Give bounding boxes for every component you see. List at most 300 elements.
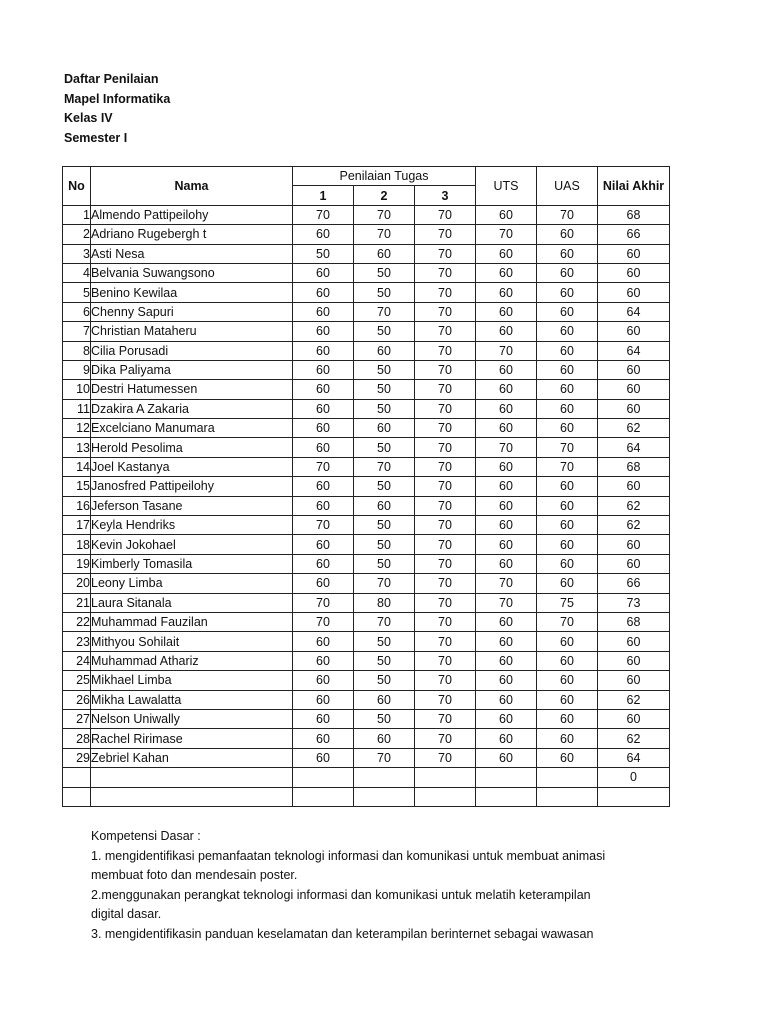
- final-score: 62: [598, 419, 670, 438]
- student-name: Christian Mataheru: [91, 322, 293, 341]
- table-row: [63, 477, 670, 496]
- final-score: 60: [598, 477, 670, 496]
- row-number: 6: [63, 302, 91, 321]
- uts-score: 60: [476, 554, 537, 573]
- uas-score: 60: [537, 477, 598, 496]
- competency-notes: [91, 827, 605, 944]
- student-name: [91, 787, 293, 806]
- row-number: 22: [63, 612, 91, 631]
- task-3-score: 70: [415, 438, 476, 457]
- student-name: Nelson Uniwally: [91, 709, 293, 728]
- task-3-score: 70: [415, 690, 476, 709]
- final-score: 60: [598, 244, 670, 263]
- uts-score: 60: [476, 612, 537, 631]
- task-1-score: 60: [293, 554, 354, 573]
- task-3-score: 70: [415, 341, 476, 360]
- uas-score: 60: [537, 419, 598, 438]
- student-name: Cilia Porusadi: [91, 341, 293, 360]
- uts-score: 70: [476, 341, 537, 360]
- task-3-score: 70: [415, 380, 476, 399]
- task-2-score: 50: [354, 477, 415, 496]
- task-3-score: 70: [415, 535, 476, 554]
- table-row: [63, 729, 670, 748]
- uts-score: 60: [476, 729, 537, 748]
- task-2-score: 70: [354, 612, 415, 631]
- task-2-header: 2: [354, 186, 415, 205]
- task-1-score: 60: [293, 729, 354, 748]
- col-name-header: Nama: [91, 167, 293, 206]
- row-number: 28: [63, 729, 91, 748]
- task-2-score: [354, 768, 415, 787]
- document-header: [64, 70, 170, 148]
- final-score: 60: [598, 535, 670, 554]
- row-number: 16: [63, 496, 91, 515]
- col-final-header: Nilai Akhir: [598, 167, 670, 206]
- uts-score: 60: [476, 380, 537, 399]
- uas-score: 60: [537, 399, 598, 418]
- student-name: Janosfred Pattipeilohy: [91, 477, 293, 496]
- uas-score: 60: [537, 283, 598, 302]
- uts-score: 60: [476, 263, 537, 282]
- uas-score: 70: [537, 438, 598, 457]
- notes-line: 2.menggunakan perangkat teknologi informasi dan komunikasi untuk melatih keterampilan: [91, 887, 591, 902]
- task-3-score: 70: [415, 516, 476, 535]
- uts-score: 70: [476, 593, 537, 612]
- notes-heading: Kompetensi Dasar :: [91, 829, 201, 843]
- task-2-score: 50: [354, 263, 415, 282]
- table-row: [63, 302, 670, 321]
- task-2-score: 70: [354, 574, 415, 593]
- task-1-score: 50: [293, 244, 354, 263]
- row-number: 17: [63, 516, 91, 535]
- task-2-score: 50: [354, 283, 415, 302]
- table-row: [63, 283, 670, 302]
- task-1-score: 60: [293, 477, 354, 496]
- task-2-score: 60: [354, 341, 415, 360]
- table-row: [63, 554, 670, 573]
- student-name: Keyla Hendriks: [91, 516, 293, 535]
- task-3-score: 70: [415, 302, 476, 321]
- task-3-score: 70: [415, 632, 476, 651]
- row-number: 4: [63, 263, 91, 282]
- uas-score: 60: [537, 574, 598, 593]
- table-row: [63, 399, 670, 418]
- task-2-score: 60: [354, 419, 415, 438]
- table-row: [63, 225, 670, 244]
- student-name: Kimberly Tomasila: [91, 554, 293, 573]
- student-name: Mithyou Sohilait: [91, 632, 293, 651]
- row-number: [63, 768, 91, 787]
- notes-line: digital dasar.: [91, 907, 162, 921]
- grades-table: [62, 166, 670, 807]
- task-1-score: 60: [293, 438, 354, 457]
- uas-score: 70: [537, 457, 598, 476]
- row-number: 9: [63, 360, 91, 379]
- student-name: Almendo Pattipeilohy: [91, 205, 293, 224]
- col-uts-header: UTS: [476, 167, 537, 206]
- row-number: 25: [63, 671, 91, 690]
- task-2-score: 50: [354, 438, 415, 457]
- task-1-score: 60: [293, 263, 354, 282]
- uas-score: 60: [537, 554, 598, 573]
- row-number: 3: [63, 244, 91, 263]
- task-2-score: 60: [354, 496, 415, 515]
- final-score: 60: [598, 554, 670, 573]
- table-row: [63, 419, 670, 438]
- uas-score: 60: [537, 244, 598, 263]
- task-3-score: 70: [415, 360, 476, 379]
- uas-score: 60: [537, 341, 598, 360]
- task-1-score: 70: [293, 593, 354, 612]
- task-1-score: 70: [293, 516, 354, 535]
- table-row: [63, 360, 670, 379]
- row-number: 15: [63, 477, 91, 496]
- final-score: 64: [598, 748, 670, 767]
- uas-score: 60: [537, 632, 598, 651]
- uts-score: 60: [476, 360, 537, 379]
- uts-score: 60: [476, 283, 537, 302]
- task-1-score: 60: [293, 225, 354, 244]
- uts-score: 60: [476, 419, 537, 438]
- task-2-score: 50: [354, 360, 415, 379]
- task-3-score: 70: [415, 399, 476, 418]
- uts-score: 60: [476, 457, 537, 476]
- row-number: 20: [63, 574, 91, 593]
- task-3-score: 70: [415, 671, 476, 690]
- semester-label: Semester I: [64, 130, 128, 145]
- table-row: [63, 380, 670, 399]
- task-1-score: 60: [293, 574, 354, 593]
- task-2-score: 70: [354, 225, 415, 244]
- table-row: [63, 593, 670, 612]
- final-score: 60: [598, 283, 670, 302]
- table-row: [63, 574, 670, 593]
- uas-score: 60: [537, 360, 598, 379]
- col-tasks-header: Penilaian Tugas: [293, 167, 476, 186]
- task-3-score: 70: [415, 225, 476, 244]
- uts-score: 60: [476, 322, 537, 341]
- task-3-score: 70: [415, 574, 476, 593]
- student-name: Dika Paliyama: [91, 360, 293, 379]
- table-row: [63, 263, 670, 282]
- uas-score: 60: [537, 671, 598, 690]
- student-name: Kevin Jokohael: [91, 535, 293, 554]
- student-name: Belvania Suwangsono: [91, 263, 293, 282]
- table-row: [63, 632, 670, 651]
- final-score: 64: [598, 341, 670, 360]
- uts-score: 60: [476, 399, 537, 418]
- uas-score: 60: [537, 748, 598, 767]
- student-name: Muhammad Athariz: [91, 651, 293, 670]
- col-no-header: No: [63, 167, 91, 206]
- task-1-score: 60: [293, 709, 354, 728]
- task-1-score: [293, 787, 354, 806]
- table-row: [63, 748, 670, 767]
- final-score: 62: [598, 690, 670, 709]
- uts-score: 60: [476, 671, 537, 690]
- table-row: [63, 496, 670, 515]
- table-row: [63, 709, 670, 728]
- row-number: 5: [63, 283, 91, 302]
- student-name: Chenny Sapuri: [91, 302, 293, 321]
- table-row: [63, 787, 670, 806]
- task-1-score: 60: [293, 360, 354, 379]
- row-number: 10: [63, 380, 91, 399]
- student-name: Excelciano Manumara: [91, 419, 293, 438]
- uts-score: 60: [476, 709, 537, 728]
- task-1-score: 60: [293, 341, 354, 360]
- student-name: Rachel Ririmase: [91, 729, 293, 748]
- task-3-score: 70: [415, 748, 476, 767]
- table-row: [63, 341, 670, 360]
- final-score: 62: [598, 516, 670, 535]
- task-1-score: 70: [293, 205, 354, 224]
- row-number: 19: [63, 554, 91, 573]
- final-score: 60: [598, 651, 670, 670]
- task-3-score: [415, 787, 476, 806]
- uts-score: 70: [476, 574, 537, 593]
- task-2-score: 50: [354, 709, 415, 728]
- table-row: [63, 690, 670, 709]
- task-2-score: 60: [354, 244, 415, 263]
- task-2-score: 50: [354, 380, 415, 399]
- task-1-score: 70: [293, 612, 354, 631]
- row-number: 8: [63, 341, 91, 360]
- task-1-score: 60: [293, 651, 354, 670]
- student-name: Asti Nesa: [91, 244, 293, 263]
- table-row: [63, 671, 670, 690]
- final-score: 60: [598, 380, 670, 399]
- final-score: 60: [598, 399, 670, 418]
- document-title: Daftar Penilaian: [64, 72, 159, 86]
- task-2-score: 70: [354, 748, 415, 767]
- task-1-header: 1: [293, 186, 354, 205]
- task-2-score: 60: [354, 690, 415, 709]
- row-number: 13: [63, 438, 91, 457]
- table-row: [63, 244, 670, 263]
- uas-score: 60: [537, 651, 598, 670]
- uts-score: 60: [476, 244, 537, 263]
- task-2-score: 80: [354, 593, 415, 612]
- uas-score: 70: [537, 205, 598, 224]
- task-2-score: [354, 787, 415, 806]
- uts-score: 60: [476, 205, 537, 224]
- uas-score: 60: [537, 322, 598, 341]
- row-number: 29: [63, 748, 91, 767]
- student-name: Leony Limba: [91, 574, 293, 593]
- row-number: 14: [63, 457, 91, 476]
- uas-score: 60: [537, 302, 598, 321]
- uts-score: 60: [476, 651, 537, 670]
- final-score: 73: [598, 593, 670, 612]
- final-score: 62: [598, 496, 670, 515]
- table-body: [63, 205, 670, 806]
- row-number: 7: [63, 322, 91, 341]
- uas-score: 70: [537, 612, 598, 631]
- task-2-score: 50: [354, 516, 415, 535]
- row-number: 21: [63, 593, 91, 612]
- uas-score: 60: [537, 516, 598, 535]
- task-3-score: 70: [415, 709, 476, 728]
- final-score: 60: [598, 322, 670, 341]
- final-score: 64: [598, 438, 670, 457]
- student-name: Dzakira A Zakaria: [91, 399, 293, 418]
- task-1-score: 60: [293, 535, 354, 554]
- task-2-score: 50: [354, 632, 415, 651]
- task-1-score: 70: [293, 457, 354, 476]
- final-score: 66: [598, 574, 670, 593]
- row-number: 18: [63, 535, 91, 554]
- task-1-score: 60: [293, 283, 354, 302]
- student-name: Mikhael Limba: [91, 671, 293, 690]
- table-row: [63, 457, 670, 476]
- task-2-score: 70: [354, 457, 415, 476]
- uts-score: 60: [476, 477, 537, 496]
- table-row: [63, 205, 670, 224]
- row-number: 23: [63, 632, 91, 651]
- task-3-score: 70: [415, 729, 476, 748]
- task-2-score: 60: [354, 729, 415, 748]
- task-2-score: 50: [354, 671, 415, 690]
- uts-score: 60: [476, 516, 537, 535]
- uas-score: 60: [537, 496, 598, 515]
- student-name: Benino Kewilaa: [91, 283, 293, 302]
- task-3-score: 70: [415, 496, 476, 515]
- final-score: 0: [598, 768, 670, 787]
- uas-score: [537, 768, 598, 787]
- task-1-score: 60: [293, 690, 354, 709]
- uts-score: 60: [476, 748, 537, 767]
- student-name: Joel Kastanya: [91, 457, 293, 476]
- uts-score: [476, 787, 537, 806]
- uas-score: 60: [537, 380, 598, 399]
- uas-score: 75: [537, 593, 598, 612]
- task-1-score: 60: [293, 399, 354, 418]
- task-3-score: 70: [415, 651, 476, 670]
- table-row: [63, 438, 670, 457]
- task-1-score: 60: [293, 419, 354, 438]
- task-3-score: 70: [415, 322, 476, 341]
- task-3-score: 70: [415, 457, 476, 476]
- uas-score: 60: [537, 709, 598, 728]
- task-2-score: 50: [354, 554, 415, 573]
- student-name: Herold Pesolima: [91, 438, 293, 457]
- uas-score: 60: [537, 535, 598, 554]
- uts-score: 60: [476, 632, 537, 651]
- student-name: [91, 768, 293, 787]
- row-number: 24: [63, 651, 91, 670]
- task-1-score: 60: [293, 302, 354, 321]
- notes-line: 3. mengidentifikasin panduan keselamatan dan keterampilan berinternet sebagai wawasan: [91, 926, 594, 941]
- final-score: 60: [598, 709, 670, 728]
- row-number: 12: [63, 419, 91, 438]
- row-number: 1: [63, 205, 91, 224]
- col-uas-header: UAS: [537, 167, 598, 206]
- notes-line: membuat foto dan mendesain poster.: [91, 868, 298, 882]
- final-score: 64: [598, 302, 670, 321]
- task-3-score: 70: [415, 263, 476, 282]
- row-number: 27: [63, 709, 91, 728]
- task-3-score: 70: [415, 554, 476, 573]
- table-row: [63, 768, 670, 787]
- task-2-score: 50: [354, 535, 415, 554]
- row-number: 2: [63, 225, 91, 244]
- subject-label: Mapel Informatika: [64, 91, 171, 106]
- table-header-row: [63, 167, 670, 186]
- task-3-header: 3: [415, 186, 476, 205]
- task-1-score: [293, 768, 354, 787]
- task-3-score: 70: [415, 419, 476, 438]
- final-score: [598, 787, 670, 806]
- final-score: 60: [598, 671, 670, 690]
- class-label: Kelas IV: [64, 111, 113, 125]
- task-3-score: 70: [415, 612, 476, 631]
- uts-score: 70: [476, 438, 537, 457]
- table-row: [63, 322, 670, 341]
- task-2-score: 50: [354, 399, 415, 418]
- student-name: Muhammad Fauzilan: [91, 612, 293, 631]
- uas-score: [537, 787, 598, 806]
- row-number: 11: [63, 399, 91, 418]
- student-name: Adriano Rugebergh t: [91, 225, 293, 244]
- task-3-score: [415, 768, 476, 787]
- task-2-score: 50: [354, 322, 415, 341]
- task-2-score: 70: [354, 205, 415, 224]
- task-2-score: 70: [354, 302, 415, 321]
- student-name: Destri Hatumessen: [91, 380, 293, 399]
- final-score: 68: [598, 205, 670, 224]
- task-1-score: 60: [293, 380, 354, 399]
- task-3-score: 70: [415, 593, 476, 612]
- uas-score: 60: [537, 690, 598, 709]
- task-3-score: 70: [415, 244, 476, 263]
- uts-score: 60: [476, 535, 537, 554]
- uts-score: 60: [476, 302, 537, 321]
- student-name: Zebriel Kahan: [91, 748, 293, 767]
- table-row: [63, 516, 670, 535]
- uas-score: 60: [537, 729, 598, 748]
- table-row: [63, 535, 670, 554]
- task-3-score: 70: [415, 477, 476, 496]
- final-score: 60: [598, 360, 670, 379]
- final-score: 66: [598, 225, 670, 244]
- task-1-score: 60: [293, 671, 354, 690]
- uts-score: 60: [476, 496, 537, 515]
- student-name: Jeferson Tasane: [91, 496, 293, 515]
- uts-score: 60: [476, 690, 537, 709]
- task-3-score: 70: [415, 205, 476, 224]
- final-score: 68: [598, 457, 670, 476]
- uts-score: 70: [476, 225, 537, 244]
- table-row: [63, 612, 670, 631]
- student-name: Mikha Lawalatta: [91, 690, 293, 709]
- table-row: [63, 651, 670, 670]
- final-score: 60: [598, 632, 670, 651]
- uts-score: [476, 768, 537, 787]
- final-score: 62: [598, 729, 670, 748]
- task-2-score: 50: [354, 651, 415, 670]
- row-number: 26: [63, 690, 91, 709]
- notes-line: 1. mengidentifikasi pemanfaatan teknologi informasi dan komunikasi untuk membuat animasi: [91, 848, 606, 863]
- task-1-score: 60: [293, 496, 354, 515]
- task-1-score: 60: [293, 632, 354, 651]
- uas-score: 60: [537, 225, 598, 244]
- task-1-score: 60: [293, 748, 354, 767]
- final-score: 60: [598, 263, 670, 282]
- task-3-score: 70: [415, 283, 476, 302]
- task-1-score: 60: [293, 322, 354, 341]
- row-number: [63, 787, 91, 806]
